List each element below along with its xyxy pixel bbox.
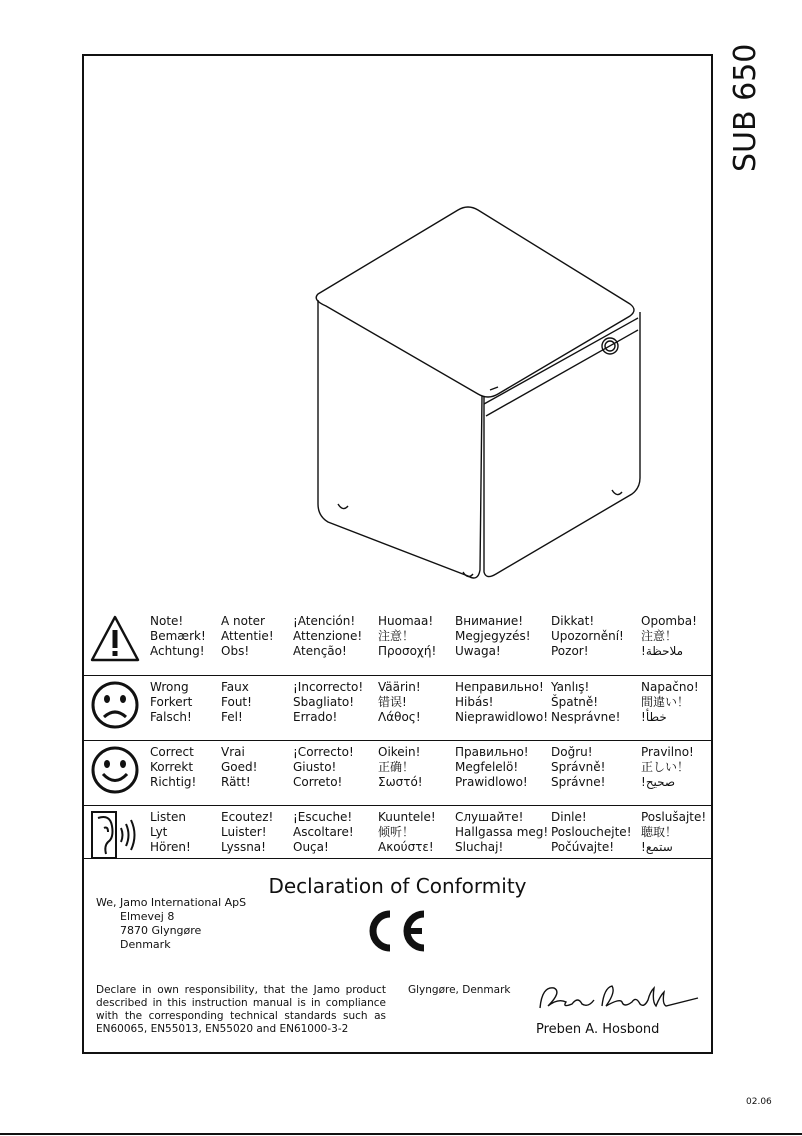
correct-col-2: Vrai Goed! Rätt! [221, 745, 258, 789]
wrong-col-3: ¡Incorrecto! Sbagliato! Errado! [293, 680, 364, 724]
warning-triangle-icon [90, 614, 140, 664]
declaration-divider [84, 858, 711, 859]
correct-col-7: Pravilno! 正しい！ !صحيح [641, 745, 694, 789]
declaration-title: Declaration of Conformity [268, 874, 527, 898]
declaration-place: Glyngøre, Denmark [408, 984, 511, 996]
correct-col-6: Doğru! Správně! Správne! [551, 745, 606, 789]
ce-mark-icon [362, 908, 428, 954]
listen-col-6: Dinle! Poslouchejte! Počúvajte! [551, 810, 632, 854]
manual-cover-frame [82, 54, 713, 1054]
wrong-col-4: Väärin! 错误! Λάθος! [378, 680, 421, 724]
document-date: 02.06 [746, 1097, 772, 1107]
correct-col-5: Правильно! Megfelelö! Prawidlowo! [455, 745, 529, 789]
note-col-1: Note! Bemærk! Achtung! [150, 614, 206, 658]
listen-col-1: Listen Lyt Hören! [150, 810, 191, 854]
model-title: SUB 650 [728, 43, 763, 172]
page-bottom-rule [0, 1133, 802, 1135]
warning-row-correct [84, 740, 711, 803]
company-line: We, Jamo International ApS [96, 896, 247, 909]
sad-face-icon [90, 680, 140, 730]
correct-col-4: Oikein! 正确！ Σωστό! [378, 745, 423, 789]
note-col-3: ¡Atención! Attenzione! Atenção! [293, 614, 363, 658]
listen-ear-icon [90, 810, 140, 860]
wrong-col-5: Неправильно! Hibás! Nieprawidlowo! [455, 680, 549, 724]
note-col-4: Huomaa! 注意！ Προσοχή! [378, 614, 437, 658]
company-address: Elmevej 8 7870 Glyngøre Denmark [120, 910, 202, 951]
subwoofer-illustration [308, 204, 648, 584]
wrong-col-7: Napačno! 間違い！ !خطأ [641, 680, 699, 724]
correct-col-1: Correct Korrekt Richtig! [150, 745, 197, 789]
warning-row-wrong [84, 675, 711, 738]
listen-col-3: ¡Escuche! Ascoltare! Ouça! [293, 810, 354, 854]
wrong-col-2: Faux Fout! Fel! [221, 680, 252, 724]
wrong-col-1: Wrong Forkert Falsch! [150, 680, 193, 724]
warning-row-note [84, 610, 711, 672]
listen-col-4: Kuuntele! 倾听！ Ακούστε! [378, 810, 436, 854]
listen-col-5: Слушайте! Hallgassa meg! Sluchaj! [455, 810, 549, 854]
note-col-5: Внимание! Megjegyzés! Uwaga! [455, 614, 531, 658]
wrong-col-6: Yanlış! Špatně! Nesprávne! [551, 680, 621, 724]
smiley-face-icon [90, 745, 140, 795]
signature-icon [532, 978, 702, 1020]
correct-col-3: ¡Correcto! Giusto! Correto! [293, 745, 354, 789]
warning-row-listen [84, 805, 711, 862]
signer-name: Preben A. Hosbond [536, 1022, 660, 1037]
declaration-statement: Declare in own responsibility, that the Jamo product described in this instruction manual is in compliance with the corresponding technical standards such as EN60065, EN55013, EN55020 and EN61000-3-2 [96, 984, 386, 1035]
note-col-7: Opomba! 注意！ !ملاحظة [641, 614, 697, 658]
listen-col-2: Ecoutez! Luister! Lyssna! [221, 810, 274, 854]
listen-col-7: Poslušajte! 聴取！ !ستمع [641, 810, 707, 854]
note-col-6: Dikkat! Upozornění! Pozor! [551, 614, 624, 658]
note-col-2: A noter Attentie! Obs! [221, 614, 274, 658]
